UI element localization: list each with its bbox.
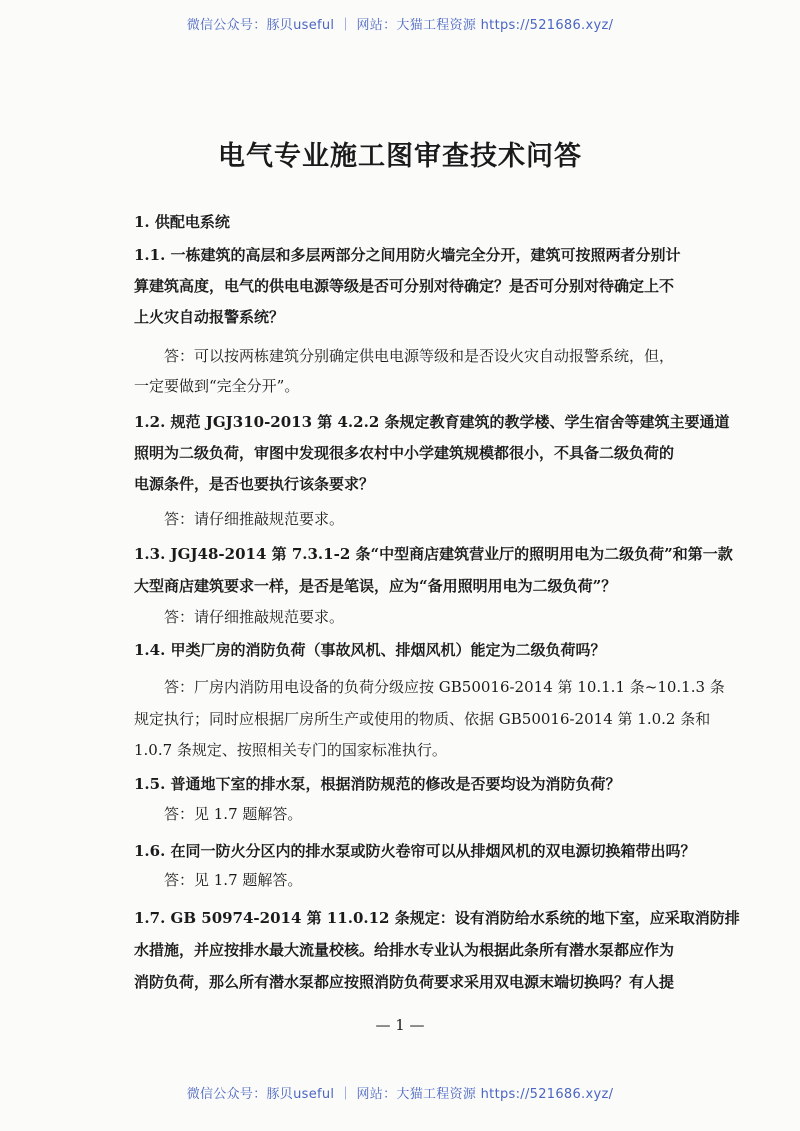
section-heading: 1. 供配电系统	[134, 213, 230, 231]
question-1-2-line-3: 电源条件，是否也要执行该条要求？	[134, 475, 375, 493]
question-1-2-line-2: 照明为二级负荷，审图中发现很多农村中小学建筑规模都很小，不具备二级负荷的	[134, 444, 675, 462]
answer-1-4-line-3: 1.0.7 条规定、按照相关专门的国家标准执行。	[134, 741, 447, 759]
question-1-1-line-1: 1.1. 一栋建筑的高层和多层两部分之间用防火墙完全分开，建筑可按照两者分别计	[134, 246, 681, 264]
answer-1-6: 答：见 1.7 题解答。	[164, 871, 303, 889]
answer-1-1-line-1: 答：可以按两栋建筑分别确定供电电源等级和是否设火灾自动报警系统，但，	[164, 347, 675, 365]
question-1-2-line-1: 1.2. 规范 JGJ310-2013 第 4.2.2 条规定教育建筑的教学楼、学生宿舍等建筑主要通道	[134, 413, 730, 431]
answer-1-3: 答：请仔细推敲规范要求。	[164, 608, 345, 626]
question-1-3-line-2: 大型商店建筑要求一样，是否是笔误，应为“备用照明用电为二级负荷”？	[134, 577, 617, 595]
question-1-7-line-3: 消防负荷，那么所有潜水泵都应按照消防负荷要求采用双电源末端切换吗？有人提	[134, 973, 675, 991]
question-1-4: 1.4. 甲类厂房的消防负荷（事故风机、排烟风机）能定为二级负荷吗？	[134, 641, 606, 659]
watermark-top: 微信公众号：豚贝useful ｜ 网站：大猫工程资源 https://521686.xyz/	[186, 18, 614, 33]
question-1-1-line-3: 上火灾自动报警系统？	[134, 308, 285, 326]
question-1-7-line-2: 水措施，并应按排水最大流量校核。给排水专业认为根据此条所有潜水泵都应作为	[134, 941, 675, 959]
answer-1-2: 答：请仔细推敲规范要求。	[164, 510, 345, 528]
page-title: 电气专业施工图审查技术问答	[218, 141, 582, 172]
question-1-1-line-2: 算建筑高度，电气的供电电源等级是否可分别对待确定？是否可分别对待确定上不	[134, 277, 675, 295]
answer-1-1-line-2: 一定要做到“完全分开”。	[134, 377, 300, 395]
question-1-6: 1.6. 在同一防火分区内的排水泵或防火卷帘可以从排烟风机的双电源切换箱带出吗？	[134, 842, 696, 860]
answer-1-4-line-1: 答：厂房内消防用电设备的负荷分级应按 GB50016-2014 第 10.1.1 条~10.1.3 条	[164, 678, 725, 696]
question-1-3-line-1: 1.3. JGJ48-2014 第 7.3.1-2 条“中型商店建筑营业厅的照明用电为二级负荷”和第一款	[134, 545, 733, 563]
answer-1-5: 答：见 1.7 题解答。	[164, 805, 303, 823]
question-1-7-line-1: 1.7. GB 50974-2014 第 11.0.12 条规定：设有消防给水系统的地下室，应采取消防排	[134, 909, 740, 927]
watermark-bottom: 微信公众号：豚贝useful ｜ 网站：大猫工程资源 https://521686.xyz/	[186, 1087, 614, 1102]
page-number: — 1 —	[375, 1016, 425, 1034]
answer-1-4-line-2: 规定执行；同时应根据厂房所生产或使用的物质、依据 GB50016-2014 第 1.0.2 条和	[134, 710, 711, 728]
question-1-5: 1.5. 普通地下室的排水泵，根据消防规范的修改是否要均设为消防负荷？	[134, 775, 621, 793]
